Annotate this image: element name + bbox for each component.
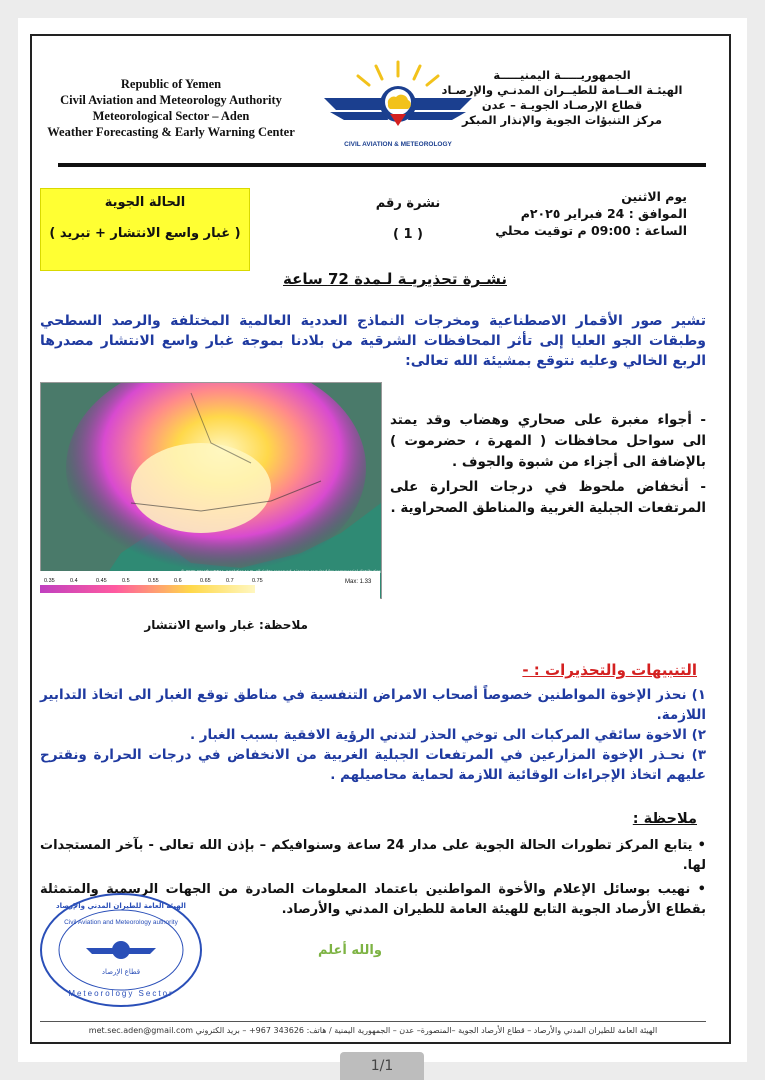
header-en-line: Civil Aviation and Meteorology Authority	[60, 93, 282, 107]
forecast-bullets	[390, 410, 706, 523]
header-divider	[58, 163, 706, 167]
left-wing-icon	[324, 98, 388, 110]
bulletin-number-block	[348, 196, 468, 242]
header-en-line: Weather Forecasting & Early Warning Center	[47, 125, 295, 139]
bulletin-title: نشـرة تحذيريـة لـمدة 72 ساعة	[283, 270, 507, 288]
header-ar-line: مركز التنبؤات الجوية والإنذار المبكر	[462, 113, 662, 127]
stamp-top-text: الهيئة العامة للطيران المدني والإرصاد	[56, 902, 186, 910]
scale-tick-label: 0.6	[174, 578, 182, 584]
page-footer: الهيئة العامة للطيران المدني والأرصاد – قطاع الأرصاد الجوية –المنصورة– عدن – الجمهورية اليمنية / هاتف: 343626 967+ – بريد الكتروني met.sec.aden@gmail.com	[88, 1026, 658, 1035]
sun-rays-icon	[358, 62, 438, 85]
scale-max-label: Max: 1.33	[345, 579, 372, 585]
header-en-line: Meteorological Sector – Aden	[92, 109, 250, 123]
scale-tick-label: 0.65	[200, 578, 211, 584]
header-ar-line: الجمهوريـــــة اليمنيـــــة	[493, 68, 631, 82]
document-page	[18, 18, 747, 1062]
bulletin-label: نشرة رقم	[375, 196, 441, 211]
header-arabic	[437, 68, 687, 128]
scale-tick-label: 0.35	[44, 578, 55, 584]
warnings-heading: التنبيهات والتحذيرات : -	[522, 661, 697, 679]
day-label: يوم الاثنين	[621, 189, 687, 204]
time-label: الساعة : 09:00 م توقيت محلي	[495, 223, 687, 238]
scale-tick-label: 0.4	[70, 578, 78, 584]
logo-arc-text: CIVIL AVIATION & METEOROLOGY	[344, 141, 452, 148]
stamp-logo-icon	[86, 941, 156, 959]
notes-heading: ملاحظة :	[632, 811, 697, 827]
bulletin-number: ( 1 )	[393, 227, 423, 242]
intro-paragraph: تشير صور الأقمار الاصطناعية ومخرجات النماذج العددية العالمية المختلفة والرصد السطحي وطبقات الجو العليا إلى تأثر المحافظات الشرقية من بلادنا بموجة غبار واسع الانتشار مصدرها الربع الخالي وعليه نتوقع بمشيئة الله تعالى:	[40, 313, 706, 369]
footer-divider	[40, 1021, 706, 1022]
weather-state-box	[40, 188, 250, 271]
header-en-line: Republic of Yemen	[120, 77, 222, 91]
weather-state-value: ( غبار واسع الانتشار + تبريد )	[49, 226, 241, 241]
date-block	[487, 188, 687, 239]
warning-item: ١) نحذر الإخوة المواطنين خصوصاً أصحاب الامراض التنفسية في مناطق توقع الغبار الى اتخاذ التدابير اللازمة.	[40, 687, 706, 723]
map-note: ملاحظة: غبار واسع الانتشار	[144, 618, 308, 632]
scale-tick-label: 0.7	[226, 578, 234, 584]
weather-state-label: الحالة الجوية	[104, 195, 186, 210]
note-item: • يتابع المركز تطورات الحالة الجوية على مدار 24 ساعة وسنوافيكم – بإذن الله تعالى - بآخر المستجدات لها.	[40, 838, 706, 873]
header-ar-line: قطاع الإرصـاد الجويـة – عدن	[481, 98, 643, 112]
closing-phrase: والله أعلم	[318, 943, 382, 958]
header-ar-line: الهيئـة العــامة للطيــران المدنـي والإرصـاد	[441, 83, 683, 97]
page-indicator: 1/1	[340, 1052, 424, 1080]
scale-tick-label: 0.5	[122, 578, 130, 584]
forecast-bullet: - أجواء مغبرة على صحاري وهضاب وقد يمتد الى سواحل محافظات ( المهرة ، حضرموت ) بالإضافة الى أجزاء من شبوة والجوف .	[390, 412, 706, 470]
header-english	[46, 76, 296, 140]
forecast-bullet: - أنخفاض ملحوظ في درجات الحرارة على المرتفعات الجبلية الغربية والمناطق الصحراوية .	[390, 479, 706, 516]
stamp-en-text: Civil Aviation and Meteorology authority	[64, 919, 178, 926]
date-label: الموافق : 24 فبراير ٢٠٢٥م	[520, 206, 687, 221]
stamp-ar-bottom: قطاع الإرصاد	[101, 968, 141, 976]
colour-scale-bar	[40, 571, 380, 599]
note-item: • نهيب بوسائل الإعلام والأخوة المواطنين باعتماد المعلومات الصادرة من الجهات الرسمية والمتمثلة بقطاع الأرصاد الجوية التابع للهيئة العامة للطيران المدني والأرصاد.	[40, 882, 706, 917]
stamp-bottom-text: Meteorology Sector	[68, 989, 174, 998]
warnings-list	[40, 685, 706, 785]
scale-tick-label: 0.75	[252, 578, 263, 584]
warning-item: ٢) الاخوة سائقي المركبات الى توخي الحذر لتدني الرؤية الافقية بسبب الغبار .	[189, 727, 706, 743]
official-stamp	[36, 890, 206, 1010]
scale-tick-label: 0.55	[148, 578, 159, 584]
scale-tick-label: 0.45	[96, 578, 107, 584]
dust-forecast-map	[40, 382, 382, 599]
map-image	[41, 383, 381, 598]
warning-item: ٣) نحـذر الإخوة المزارعين في المرتفعات الجبلية الغربية من الانخفاض في درجات الحرارة ونقترح عليهم اتخاذ الإجراءات الوقائية اللازمة لحماية محاصيلهم .	[40, 747, 706, 783]
